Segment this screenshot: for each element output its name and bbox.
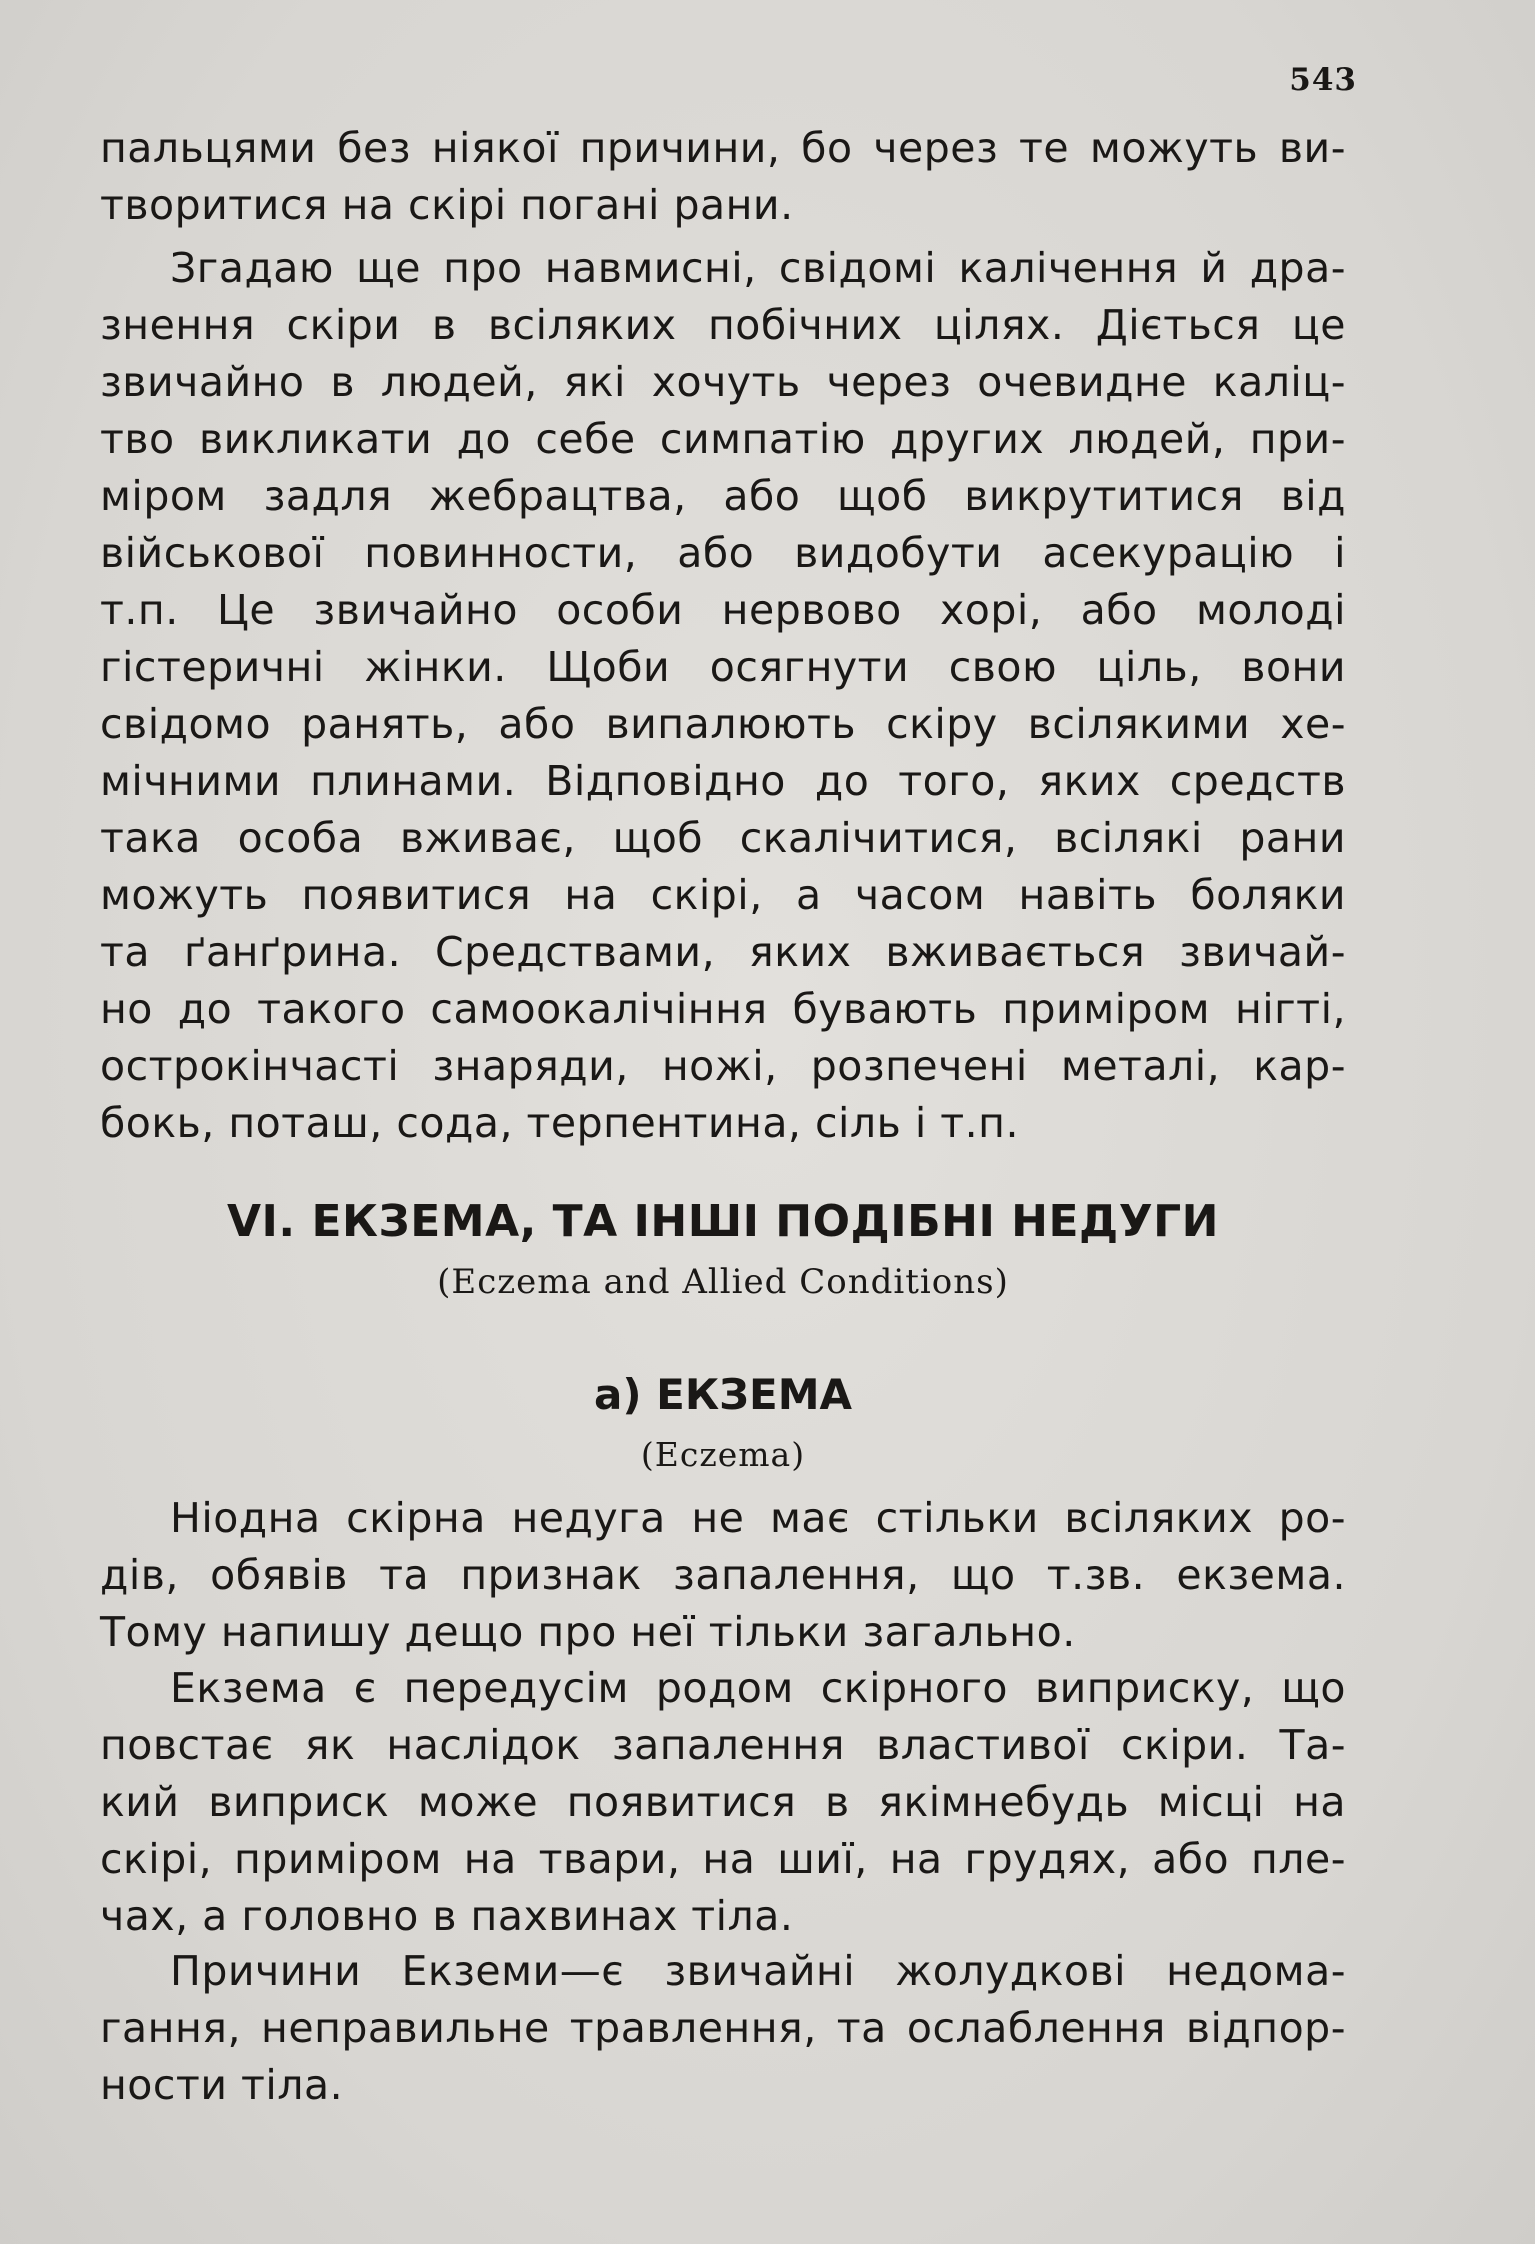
- text-line: така особа вживає, щоб скалічитися, всілякі рани: [100, 814, 1346, 862]
- section-heading-english: (Eczema and Allied Conditions): [437, 1262, 1009, 1302]
- subsection-heading-english: (Eczema): [640, 1435, 806, 1474]
- text-line: т.п. Це звичайно особи нервово хорі, або молоді: [100, 586, 1346, 634]
- text-line: повстає як наслідок запалення властивої скіри. Та-: [100, 1721, 1346, 1769]
- text-line: острокінчасті знаряди, ножі, розпечені металі, кар-: [100, 1042, 1346, 1090]
- text-line: Екзема є передусім родом скірного виприску, що: [170, 1664, 1346, 1712]
- text-line: мічними плинами. Відповідно до того, яких средств: [100, 757, 1346, 805]
- paragraph-3: [100, 1490, 1346, 1661]
- text-line: гістеричні жінки. Щоби осягнути свою ціль, вони: [100, 643, 1346, 691]
- text-line: свідомо ранять, або випалюють скіру всілякими хе-: [100, 700, 1346, 748]
- paragraph-4: [100, 1660, 1346, 1945]
- text-line: військової повинности, або видобути асекурацію і: [100, 529, 1346, 577]
- text-line: гання, неправильне травлення, та ослаблення відпор-: [100, 2004, 1346, 2052]
- text-line: пальцями без ніякої причини, бо через те можуть ви-: [100, 124, 1346, 172]
- text-line: скірі, приміром на твари, на шиї, на грудях, або пле-: [100, 1835, 1346, 1883]
- section-heading: VI. ЕКЗЕМА, ТА ІНШІ ПОДІБНІ НЕДУГИ: [227, 1196, 1219, 1247]
- text-line: знення скіри в всіляких побічних цілях. Діється це: [100, 301, 1346, 349]
- text-line: тво викликати до себе симпатію других людей, при-: [100, 415, 1346, 463]
- text-line: Згадаю ще про навмисні, свідомі калічення й дра-: [170, 244, 1346, 292]
- text-line: творитися на скірі погані рани.: [100, 181, 794, 229]
- text-line: бокь, поташ, сода, терпентина, сіль і т.п.: [100, 1099, 1020, 1147]
- text-line: кий виприск може появитися в якімнебудь місці на: [100, 1778, 1346, 1826]
- paragraph-5: [100, 1943, 1346, 2114]
- text-line: Причини Екземи—є звичайні жолудкові недома-: [170, 1947, 1346, 1995]
- text-line: но до такого самоокалічіння бувають приміром нігті,: [100, 985, 1346, 1033]
- text-line: Тому напишу дещо про неї тільки загально.: [100, 1608, 1076, 1656]
- text-line: Ніодна скірна недуга не має стільки всіляких ро-: [170, 1494, 1346, 1542]
- text-line: чах, а головно в пахвинах тіла.: [100, 1892, 794, 1940]
- text-line: можуть появитися на скірі, а часом навіть боляки: [100, 871, 1346, 919]
- text-line: та ґанґрина. Средствами, яких вживається звичай-: [100, 928, 1346, 976]
- text-line: звичайно в людей, які хочуть через очевидне каліц-: [100, 358, 1346, 406]
- page-number: 543: [1289, 62, 1357, 98]
- text-line: дів, обявів та признак запалення, що т.зв. екзема.: [100, 1551, 1346, 1599]
- subsection-heading: а) ЕКЗЕМА: [593, 1370, 852, 1419]
- paragraph-2: [100, 240, 1346, 1152]
- text-line: міром задля жебрацтва, або щоб викрутитися від: [100, 472, 1346, 520]
- text-line: ности тіла.: [100, 2061, 344, 2109]
- paragraph-1: [100, 120, 1346, 234]
